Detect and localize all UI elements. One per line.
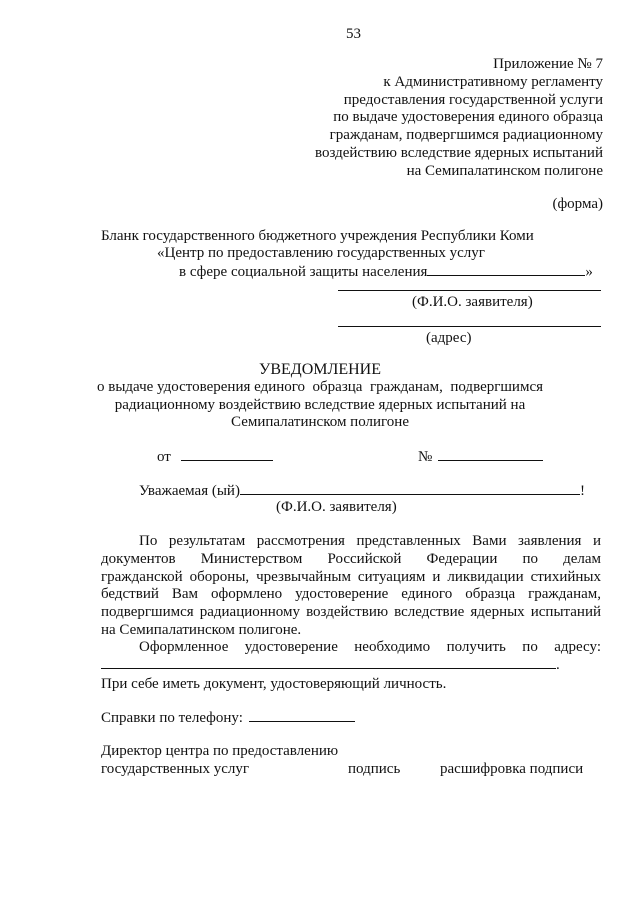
phone-row (101, 709, 355, 727)
appendix-line: по выдаче удостоверения единого образца (333, 109, 603, 125)
applicant-name-label: (Ф.И.О. заявителя) (412, 294, 533, 310)
date-field (157, 448, 273, 466)
blank-line-1: Бланк государственного бюджетного учреждения Республики Коми (101, 228, 534, 244)
notice-title: УВЕДОМЛЕНИЕ (259, 361, 381, 378)
decode-label: расшифровка подписи (440, 761, 584, 777)
id-note: При себе иметь документ, удостоверяющий личность. (101, 676, 447, 692)
number-blank (438, 448, 543, 461)
notice-line-2: радиационному воздействию вследствие ядерных испытаний на (114, 397, 526, 413)
body-line: на Семипалатинском полигоне. (101, 622, 302, 638)
number-label: № (418, 449, 433, 465)
pickup-address-blank (101, 656, 556, 669)
phone-blank (249, 709, 355, 722)
pickup-address-end: . (556, 657, 560, 673)
appendix-line: к Административному регламенту (383, 74, 603, 90)
address-label: (адрес) (426, 330, 472, 346)
appendix-line: предоставления государственной услуги (343, 92, 603, 108)
body-line: гражданской обороны, чрезвычайным ситуациям и ликвидации стихийных (101, 569, 601, 585)
body-line: Оформленное удостоверение необходимо получить по адресу: (139, 639, 601, 655)
phone-label: Справки по телефону: (101, 710, 243, 726)
page-number: 53 (346, 26, 361, 42)
date-blank (181, 448, 273, 461)
blank-line-2: «Центр по предоставлению государственных услуг (157, 245, 485, 261)
salutation-row (139, 482, 585, 500)
number-field (418, 448, 543, 466)
blank-line-3: в сфере социальной защиты населения (179, 264, 428, 280)
director-line-1: Директор центра по предоставлению (101, 743, 339, 759)
pickup-address-row (101, 656, 560, 674)
appendix-line: Приложение № 7 (493, 56, 603, 72)
body-line: подвергшимся радиационному воздействию вследствие ядерных испытаний (101, 604, 601, 620)
form-label: (форма) (552, 196, 603, 212)
appendix-line: гражданам, подвергшимся радиационному (329, 127, 603, 143)
body-line: бедствий Вам оформлено удостоверение единого образца гражданам, (101, 586, 601, 602)
body-line: документов Министерством Российской Федерации по делам (101, 551, 601, 567)
notice-line-1: о выдаче удостоверения единого образца гражданам, подвергшимся (96, 379, 543, 395)
blank-line-3-row (179, 263, 593, 281)
blank-name-blank (427, 263, 585, 276)
signature-label: подпись (348, 761, 401, 777)
salutation-blank (240, 482, 580, 495)
address-line (338, 326, 601, 327)
blank-line-3-end: » (585, 264, 593, 280)
director-line-2: государственных услуг (101, 761, 250, 777)
appendix-line: на Семипалатинском полигоне (406, 163, 603, 179)
salutation-label: Уважаемая (ый) (139, 483, 240, 499)
applicant-name-line (338, 290, 601, 291)
notice-line-3: Семипалатинском полигоне (231, 414, 409, 430)
date-label: от (157, 449, 171, 465)
salutation-sub-label: (Ф.И.О. заявителя) (276, 499, 397, 515)
appendix-line: воздействию вследствие ядерных испытаний (314, 145, 603, 161)
body-line: По результатам рассмотрения представленных Вами заявления и (139, 533, 601, 549)
salutation-end: ! (579, 483, 585, 499)
